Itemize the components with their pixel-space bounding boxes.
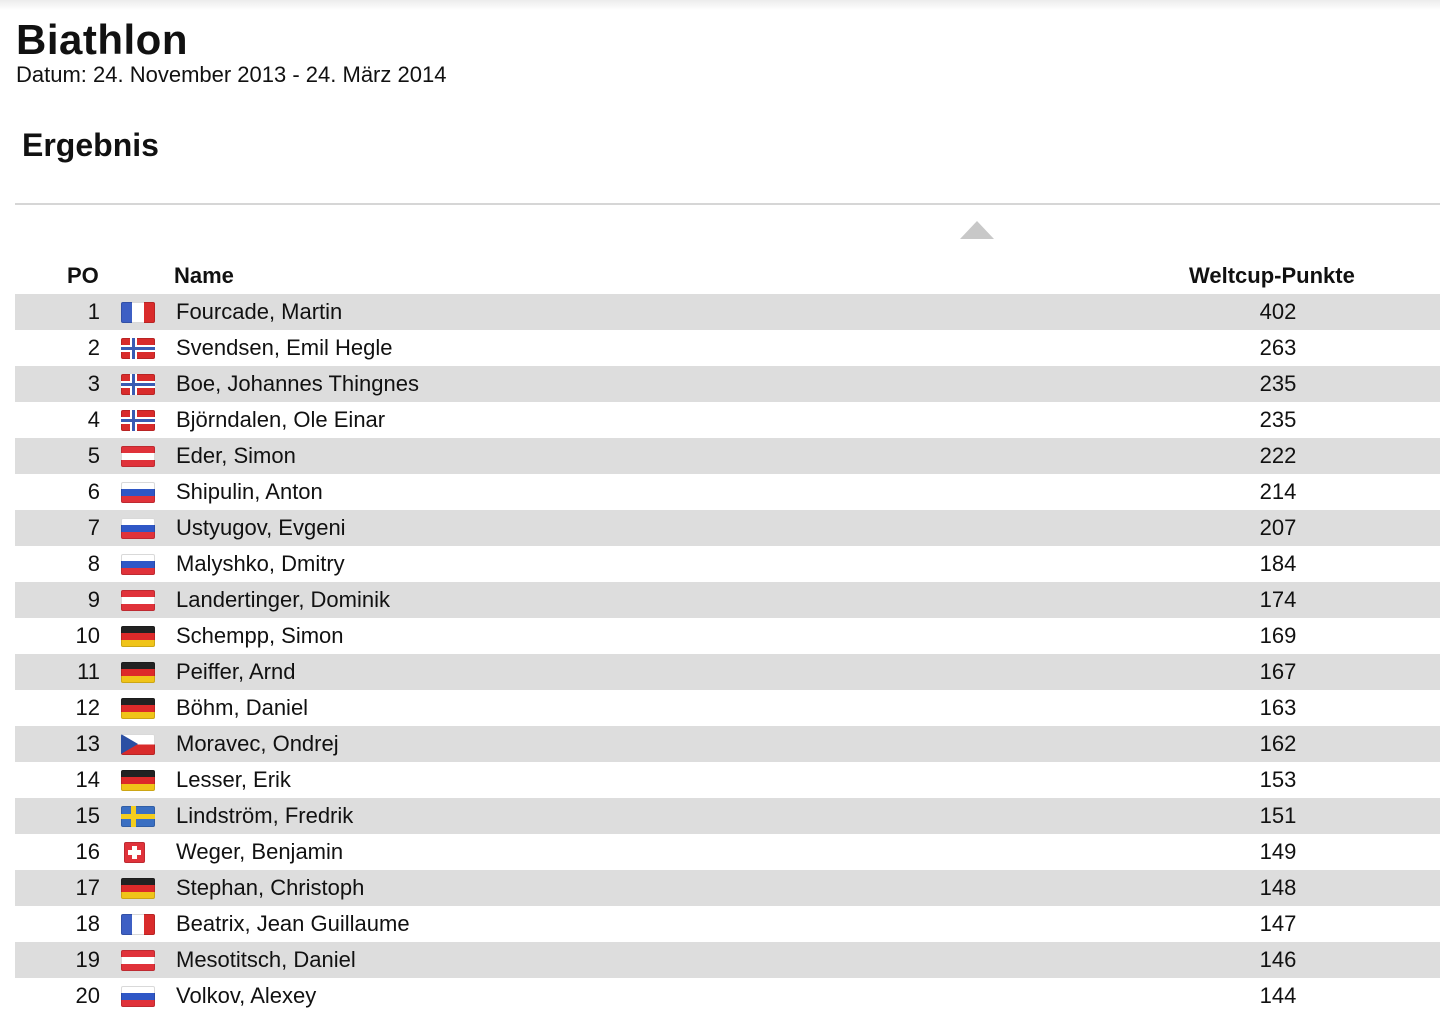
table-row[interactable] (15, 906, 1440, 942)
athlete-name: Björndalen, Ole Einar (176, 407, 386, 432)
athlete-name: Mesotitsch, Daniel (176, 947, 356, 972)
athlete-name: Fourcade, Martin (176, 299, 343, 324)
table-row[interactable] (15, 330, 1440, 366)
table-row[interactable] (15, 690, 1440, 726)
row-position: 2 (87, 335, 100, 360)
athlete-name: Weger, Benjamin (176, 839, 344, 864)
world-cup-points: 163 (1259, 695, 1297, 720)
flag-rus-icon (121, 986, 155, 1007)
athlete-name: Volkov, Alexey (176, 983, 317, 1008)
athlete-name: Landertinger, Dominik (176, 587, 391, 612)
divider (15, 203, 1440, 205)
table-row[interactable] (15, 294, 1440, 330)
table-row[interactable] (15, 726, 1440, 762)
table-row[interactable] (15, 834, 1440, 870)
flag-ger-icon (121, 698, 155, 719)
world-cup-points: 147 (1259, 911, 1297, 936)
column-header-position[interactable]: PO (67, 263, 99, 288)
athlete-name: Schempp, Simon (176, 623, 344, 648)
table-row[interactable] (15, 942, 1440, 978)
world-cup-points: 146 (1259, 947, 1297, 972)
world-cup-points: 263 (1259, 335, 1297, 360)
row-position: 14 (75, 767, 100, 792)
athlete-name: Svendsen, Emil Hegle (176, 335, 393, 360)
section-title: Ergebnis (22, 127, 159, 163)
athlete-name: Peiffer, Arnd (176, 659, 296, 684)
athlete-name: Malyshko, Dmitry (176, 551, 345, 576)
flag-aut-icon (121, 446, 155, 467)
athlete-name: Eder, Simon (176, 443, 296, 468)
athlete-name: Beatrix, Jean Guillaume (176, 911, 410, 936)
table-row[interactable] (15, 366, 1440, 402)
flag-ger-icon (121, 662, 155, 683)
table-row[interactable] (15, 546, 1440, 582)
row-position: 19 (75, 947, 100, 972)
world-cup-points: 184 (1259, 551, 1297, 576)
row-position: 8 (87, 551, 100, 576)
row-position: 13 (75, 731, 100, 756)
flag-ger-icon (121, 770, 155, 791)
flag-ger-icon (121, 626, 155, 647)
flag-nor-icon (121, 338, 155, 359)
world-cup-points: 151 (1259, 803, 1297, 828)
table-row[interactable] (15, 402, 1440, 438)
athlete-name: Ustyugov, Evgeni (176, 515, 346, 540)
world-cup-points: 149 (1259, 839, 1297, 864)
row-position: 16 (75, 839, 100, 864)
row-position: 7 (87, 515, 100, 540)
row-position: 12 (75, 695, 100, 720)
row-position: 4 (87, 407, 100, 432)
row-position: 15 (75, 803, 100, 828)
flag-fra-icon (121, 914, 155, 935)
world-cup-points: 169 (1259, 623, 1297, 648)
table-row[interactable] (15, 474, 1440, 510)
row-position: 1 (87, 299, 100, 324)
world-cup-points: 207 (1259, 515, 1297, 540)
athlete-name: Lesser, Erik (176, 767, 291, 792)
flag-fra-icon (121, 302, 155, 323)
table-row[interactable] (15, 870, 1440, 906)
world-cup-points: 402 (1259, 299, 1297, 324)
world-cup-points: 214 (1259, 479, 1297, 504)
world-cup-points: 235 (1259, 371, 1297, 396)
flag-rus-icon (121, 554, 155, 575)
athlete-name: Shipulin, Anton (176, 479, 323, 504)
row-position: 5 (87, 443, 100, 468)
top-shadow (0, 0, 1440, 10)
table-row[interactable] (15, 978, 1440, 1014)
column-header-points[interactable]: Weltcup-Punkte (1189, 263, 1355, 288)
date-range: Datum: 24. November 2013 - 24. März 2014 (16, 62, 447, 87)
world-cup-points: 222 (1259, 443, 1297, 468)
column-header-name[interactable]: Name (174, 263, 234, 288)
sort-up-icon[interactable] (960, 221, 994, 239)
athlete-name: Boe, Johannes Thingnes (176, 371, 419, 396)
flag-nor-icon (121, 410, 155, 431)
flag-aut-icon (121, 950, 155, 971)
table-row[interactable] (15, 654, 1440, 690)
row-position: 17 (75, 875, 100, 900)
flag-ger-icon (121, 878, 155, 899)
table-row[interactable] (15, 762, 1440, 798)
flag-rus-icon (121, 518, 155, 539)
table-row[interactable] (15, 510, 1440, 546)
table-row[interactable] (15, 618, 1440, 654)
world-cup-points: 144 (1259, 983, 1297, 1008)
flag-nor-icon (121, 374, 155, 395)
flag-swe-icon (121, 806, 155, 827)
athlete-name: Böhm, Daniel (176, 695, 309, 720)
athlete-name: Stephan, Christoph (176, 875, 365, 900)
athlete-name: Lindström, Fredrik (176, 803, 354, 828)
world-cup-points: 153 (1259, 767, 1297, 792)
row-position: 6 (87, 479, 100, 504)
world-cup-points: 162 (1259, 731, 1297, 756)
row-position: 11 (77, 659, 100, 684)
results-table (15, 294, 1440, 1014)
row-position: 9 (87, 587, 100, 612)
row-position: 3 (87, 371, 100, 396)
world-cup-points: 148 (1259, 875, 1297, 900)
table-row[interactable] (15, 582, 1440, 618)
row-position: 20 (75, 983, 100, 1008)
flag-rus-icon (121, 482, 155, 503)
world-cup-points: 167 (1259, 659, 1297, 684)
world-cup-points: 174 (1259, 587, 1297, 612)
table-row[interactable] (15, 438, 1440, 474)
world-cup-points: 235 (1259, 407, 1297, 432)
flag-cze-icon (121, 734, 155, 755)
flag-sui-icon (124, 842, 145, 863)
page-title: Biathlon (16, 16, 188, 63)
athlete-name: Moravec, Ondrej (176, 731, 339, 756)
table-row[interactable] (15, 798, 1440, 834)
row-position: 10 (75, 623, 100, 648)
row-position: 18 (75, 911, 100, 936)
flag-aut-icon (121, 590, 155, 611)
